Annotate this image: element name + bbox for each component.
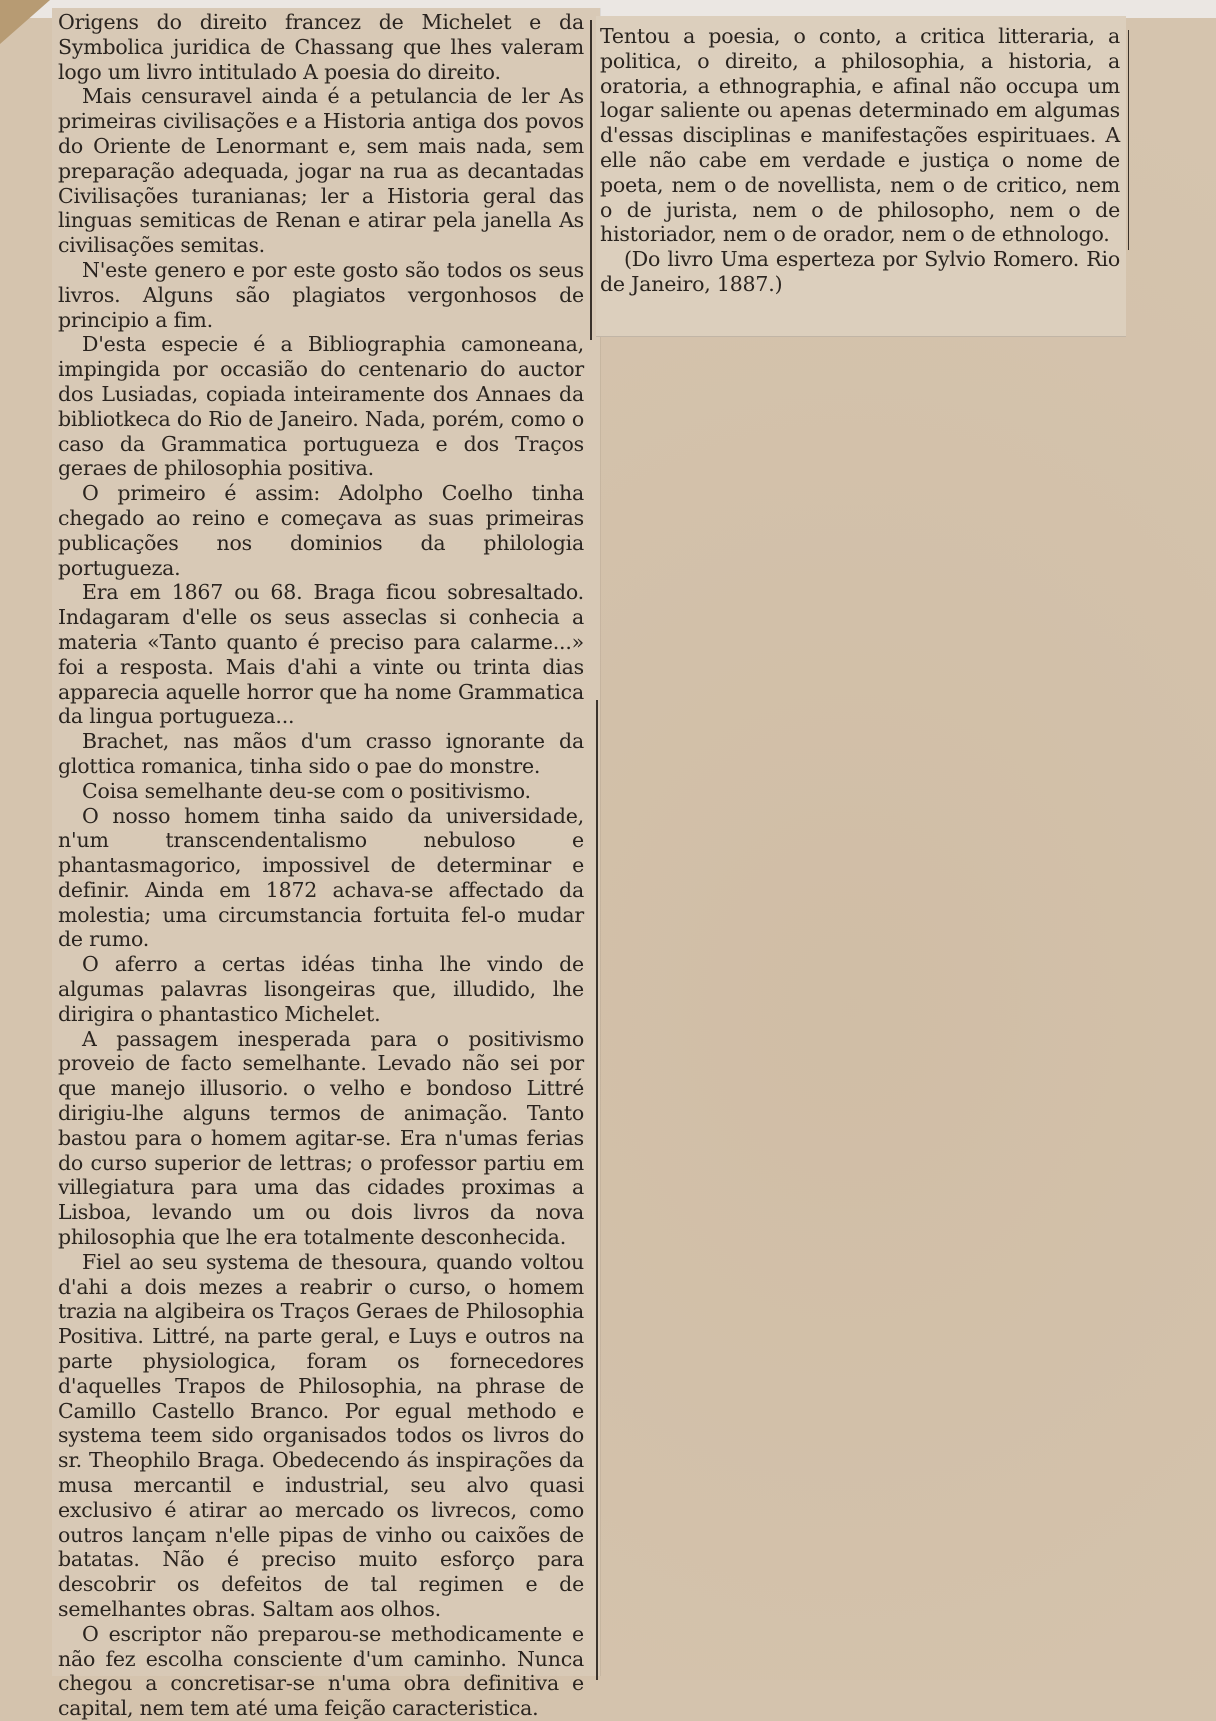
article-right-column xyxy=(600,24,1120,297)
paragraph: N'este genero e por este gosto são todos os seus livros. Alguns são plagiatos vergonhosos de principio a fim. xyxy=(58,257,584,332)
column-rule xyxy=(1128,30,1129,250)
paragraph: Fiel ao seu systema de thesoura, quando voltou d'ahi a dois mezes a reabrir o curso, o homem trazia na algibeira os Traços Geraes de Philosophia Positiva. Littré, na parte geral, e Luys e outros na parte physiologica, foram os fornecedores d'aquelles Trapos de Philosophia, na phrase de Camillo Castello Branco. Por egual methodo e systema teem sido organisados todos os livros do sr. Theophilo Braga. Obedecendo ás inspirações da musa mercantil e industrial, seu alvo quasi exclusivo é atirar ao mercado os livrecos, como outros lançam n'elle pipas de vinho ou caixões de batatas. Não é preciso muito esforço para descobrir os defeitos de tal regimen e de semelhantes obras. Saltam aos olhos. xyxy=(58,1249,584,1621)
paragraph: Era em 1867 ou 68. Braga ficou sobresaltado. Indagaram d'elle os seus asseclas si conhecia a materia «Tanto quanto é preciso para calarme...» foi a resposta. Mais d'ahi a vinte ou trinta dias apparecia aquelle horror que ha nome Grammatica da lingua portugueza... xyxy=(58,580,584,729)
source-citation: (Do livro Uma esperteza por Sylvio Romero. Rio de Janeiro, 1887.) xyxy=(600,247,1120,296)
paragraph: D'esta especie é a Bibliographia camoneana, impingida por occasião do centenario do auctor dos Lusiadas, copiada inteiramente dos Annaes da bibliotkeca do Rio de Janeiro. Nada, porém, como o caso da Grammatica portugueza e dos Traços geraes de philosophia positiva. xyxy=(58,332,584,481)
paragraph: O primeiro é assim: Adolpho Coelho tinha chegado ao reino e começava as suas primeiras publicações nos dominios da philologia portugueza. xyxy=(58,481,584,580)
article-left-column xyxy=(58,10,584,1721)
paragraph: Tentou a poesia, o conto, a critica litteraria, a politica, o direito, a philosophia, a historia, a oratoria, a ethnographia, e afinal não occupa um logar saliente ou apenas determinado em algumas d'essas disciplinas e manifestações espirituaes. A elle não cabe em verdade e justiça o nome de poeta, nem o de novellista, nem o de critico, nem o de jurista, nem o de philosopho, nem o de historiador, nem o de orador, nem o de ethnologo. xyxy=(600,24,1120,247)
paragraph: Origens do direito francez de Michelet e da Symbolica juridica de Chassang que lhes valeram logo um livro intitulado A poesia do direito. xyxy=(58,10,584,84)
column-rule xyxy=(590,20,592,340)
torn-corner xyxy=(0,0,50,44)
paragraph: Coisa semelhante deu-se com o positivismo. xyxy=(82,778,531,803)
paragraph: O aferro a certas idéas tinha lhe vindo de algumas palavras lisongeiras que, illudido, lhe dirigira o phantastico Michelet. xyxy=(58,952,584,1026)
paragraph: Mais censuravel ainda é a petulancia de ler As primeiras civilisações e a Historia antiga dos povos do Oriente de Lenormant e, sem mais nada, sem preparação adequada, jogar na rua as decantadas Civilisações turanianas; ler a Historia geral das linguas semiticas de Renan e atirar pela janella As civilisações semitas. xyxy=(58,84,584,258)
column-rule xyxy=(596,700,598,1680)
paragraph: Brachet, nas mãos d'um crasso ignorante da glottica romanica, tinha sido o pae do monstre. xyxy=(58,729,584,778)
paragraph: O nosso homem tinha saido da universidade, n'um transcendentalismo nebuloso e phantasmagorico, impossivel de determinar e definir. Ainda em 1872 achava-se affectado da molestia; uma circumstancia fortuita fel-o mudar de rumo. xyxy=(58,803,584,952)
paragraph: A passagem inesperada para o positivismo proveio de facto semelhante. Levado não sei por que manejo illusorio. o velho e bondoso Littré dirigiu-lhe alguns termos de animação. Tanto bastou para o homem agitar-se. Era n'umas ferias do curso superior de lettras; o professor partiu em villegiatura para uma das cidades proximas a Lisboa, levando um ou dois livros da nova philosophia que lhe era totalmente desconhecida. xyxy=(58,1026,584,1250)
paragraph: O escriptor não preparou-se methodicamente e não fez escolha consciente d'um caminho. Nunca chegou a concretisar-se n'uma obra definitiva e capital, nem tem até uma feição caracteristica. xyxy=(58,1621,584,1721)
